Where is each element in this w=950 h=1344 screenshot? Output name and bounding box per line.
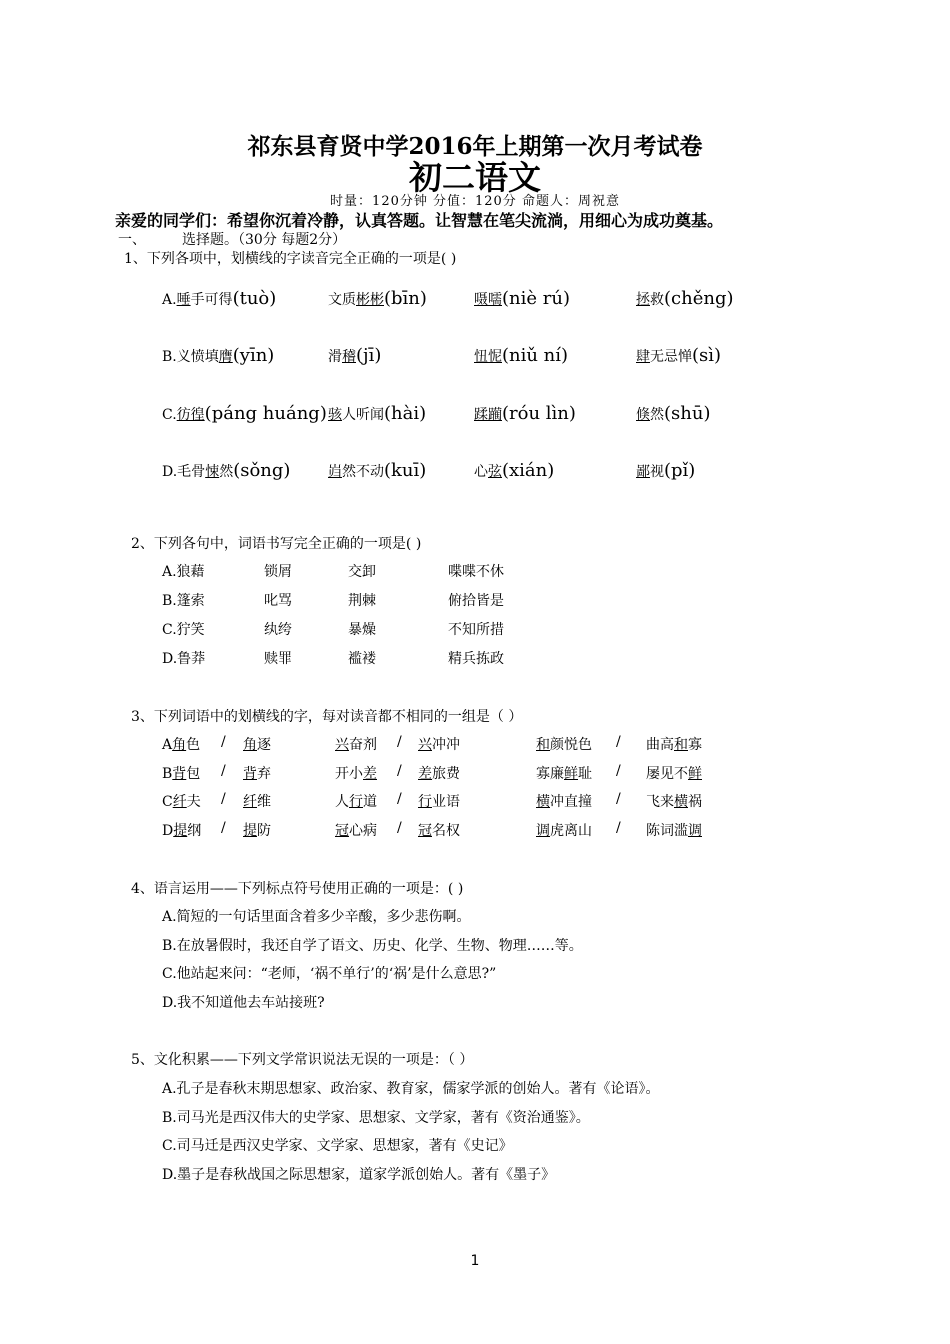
underlined-char: 弦 [488, 464, 502, 480]
question-3-option-a-item [646, 734, 702, 754]
question-1-option-b-item [328, 345, 381, 366]
item-text: 旅费 [432, 766, 460, 782]
item-text: 逐 [257, 737, 271, 753]
item-text: D [162, 823, 174, 839]
question-3-option-a-item [418, 734, 460, 754]
question-2-option-c-word: C.狞笑 [162, 622, 205, 638]
question-3-option-d-item [616, 820, 621, 836]
item-text: / [616, 791, 621, 807]
item-text: A. [162, 292, 177, 308]
question-3-option-b-item [646, 763, 702, 783]
question-2-option-d-word: 赎罪 [264, 651, 292, 667]
underlined-char: 稽 [342, 349, 356, 365]
question-1-option-a-item [636, 288, 734, 309]
item-text: 寡廉 [536, 766, 564, 782]
section-title: 选择题。（30分 每题2分） [182, 232, 347, 248]
item-text: 人 [335, 794, 349, 810]
underlined-char: 横 [536, 794, 550, 810]
item-text: 滑 [328, 349, 342, 365]
pinyin: (róu lìn) [502, 403, 576, 424]
question-4-option-a: A.简短的一句话里面含着多少辛酸，多少悲伤啊。 [162, 909, 471, 925]
question-2-option-a-word: 锁屑 [264, 564, 292, 580]
question-3-option-c-item [221, 791, 226, 807]
item-text: 陈词滥 [646, 823, 688, 839]
underlined-char: 冠 [335, 823, 349, 839]
item-text: 手可得 [190, 292, 233, 308]
question-4-option-b: B.在放暑假时，我还自学了语文、历史、化学、生物、物理……等。 [162, 938, 583, 954]
item-text: 心 [474, 464, 488, 480]
underlined-char: 行 [418, 794, 432, 810]
item-text: / [616, 820, 621, 836]
question-4-stem: 4、语言运用——下列标点符号使用正确的一项是：( ) [131, 881, 464, 897]
question-2-option-d-word: D.鲁莽 [162, 651, 206, 667]
item-text: 心病 [349, 823, 377, 839]
question-1-option-b-item [162, 345, 274, 366]
question-2-option-b-word: 俯拾皆是 [448, 593, 504, 609]
underlined-char: 忸怩 [474, 349, 502, 365]
pinyin: (tuò) [232, 288, 277, 309]
underlined-char: 横 [674, 794, 688, 810]
underlined-char: 调 [536, 823, 550, 839]
question-2-option-a-word: 交卸 [348, 564, 376, 580]
question-2-option-a-word: A.狼藉 [162, 564, 205, 580]
underlined-char: 鲜 [688, 766, 702, 782]
question-5-stem: 5、文化积累——下列文学常识说法无误的一项是：（ ） [131, 1052, 474, 1068]
greeting-text: 亲爱的同学们：希望你沉着冷静，认真答题。让智慧在笔尖流淌，用细心为成功奠基。 [115, 211, 724, 230]
item-text: 包 [186, 766, 201, 782]
item-text: 视 [650, 464, 664, 480]
pinyin: (bīn) [384, 288, 427, 309]
question-3-option-b-item [536, 763, 592, 783]
underlined-char: 拯 [636, 292, 650, 308]
underlined-char: 调 [688, 823, 702, 839]
underlined-char: 和 [674, 737, 688, 753]
item-text: D.毛骨 [162, 464, 206, 480]
underlined-char: 兴 [418, 737, 432, 753]
pinyin: (jī) [356, 345, 382, 366]
question-3-option-c-item [646, 791, 702, 811]
question-1-option-b-item [636, 345, 721, 366]
page-number: 1 [470, 1253, 480, 1269]
item-text: 飞来 [646, 794, 674, 810]
pinyin: (xián) [502, 460, 555, 481]
item-text: / [397, 791, 402, 807]
question-4-option-d: D.我不知道他去车站接班? [162, 995, 325, 1011]
pinyin: (hài) [384, 403, 427, 424]
question-1-option-d-item [474, 460, 554, 481]
question-3-option-a-item [397, 734, 402, 750]
item-text: 虎离山 [550, 823, 592, 839]
underlined-char: 纤 [172, 794, 187, 810]
question-1-stem: 1、下列各项中，划横线的字读音完全正确的一项是( ) [124, 251, 457, 267]
item-text: 弃 [257, 766, 271, 782]
question-2-option-b-word: B.篷索 [162, 593, 205, 609]
underlined-char: 鲜 [564, 766, 578, 782]
item-text: 开小 [335, 766, 363, 782]
underlined-char: 岿 [328, 464, 342, 480]
question-1-option-d-item [328, 460, 426, 481]
question-1-option-d-item [636, 460, 695, 481]
item-text: 人听闻 [342, 407, 384, 423]
item-text: B.义愤填 [162, 349, 219, 365]
question-3-option-a-item [243, 734, 271, 754]
question-5-option-d: D.墨子是春秋战国之际思想家，道家学派创始人。著有《墨子》 [162, 1167, 556, 1183]
question-3-option-b-item [397, 763, 402, 779]
pinyin: (páng huáng) [204, 403, 327, 424]
item-text: / [397, 820, 402, 836]
question-3-option-c-item [162, 791, 201, 811]
item-text: 冲冲 [432, 737, 460, 753]
question-3-option-c-item [418, 791, 460, 811]
question-2-option-d-word: 褴褛 [348, 651, 376, 667]
item-text: 救 [650, 292, 664, 308]
question-2-option-c-word: 不知所措 [448, 622, 504, 638]
exam-meta: 时量：120分钟 分值：120分 命题人：周祝意 [330, 194, 620, 209]
question-3-option-b-item [221, 763, 226, 779]
underlined-char: 纤 [243, 794, 257, 810]
question-3-option-c-item [616, 791, 621, 807]
pinyin: (shū) [664, 403, 711, 424]
item-text: A [162, 737, 173, 753]
question-3-option-c-item [397, 791, 402, 807]
question-3-option-d-item [162, 820, 201, 840]
underlined-char: 角 [172, 737, 187, 753]
item-text: 奋剂 [349, 737, 377, 753]
question-3-option-a-item [221, 734, 226, 750]
question-1-option-a-item [328, 288, 427, 309]
underlined-char: 行 [349, 794, 363, 810]
item-text: B [162, 766, 173, 782]
underlined-char: 骇 [328, 407, 342, 423]
question-5-option-a: A.孔子是春秋末期思想家、政治家、教育家，儒家学派的创始人。著有《论语》。 [162, 1081, 660, 1097]
question-3-option-a-item [162, 734, 200, 754]
question-1-option-d-item [162, 460, 290, 481]
underlined-char: 倏 [636, 407, 650, 423]
item-text: 业语 [432, 794, 460, 810]
question-2-option-c-word: 纨绔 [264, 622, 292, 638]
underlined-char: 和 [536, 737, 550, 753]
pinyin: (chěng) [664, 288, 734, 309]
item-text: 色 [186, 737, 201, 753]
item-text: / [221, 763, 226, 779]
underlined-char: 唾 [176, 292, 191, 308]
question-3-option-b-item [335, 763, 377, 783]
question-3-option-d-item [221, 820, 226, 836]
item-text: 颜悦色 [550, 737, 592, 753]
item-text: / [616, 763, 621, 779]
item-text: / [221, 734, 226, 750]
pinyin: (niǔ ní) [502, 345, 569, 366]
question-1-option-a-item [474, 288, 570, 309]
question-5-option-b: B.司马光是西汉伟大的史学家、思想家、文学家，著有《资治通鉴》。 [162, 1110, 590, 1126]
item-text: 纲 [187, 823, 202, 839]
underlined-char: 背 [172, 766, 187, 782]
question-3-option-a-item [616, 734, 621, 750]
question-3-option-d-item [536, 820, 592, 840]
item-text: 文质 [328, 292, 356, 308]
question-2-option-b-word: 叱骂 [264, 593, 292, 609]
question-2-option-b-word: 荆棘 [348, 593, 376, 609]
question-1-option-c-item [328, 403, 426, 424]
item-text: 防 [257, 823, 271, 839]
question-3-stem: 3、下列词语中的划横线的字，每对读音都不相同的一组是（ ） [131, 709, 523, 725]
question-3-option-b-item [243, 763, 271, 783]
question-3-option-b-item [616, 763, 621, 779]
underlined-char: 嗫嚅 [474, 292, 502, 308]
pinyin: (sì) [692, 345, 722, 366]
underlined-char: 蹂躏 [474, 407, 502, 423]
question-3-option-a-item [536, 734, 592, 754]
item-text: 冲直撞 [550, 794, 592, 810]
item-text: 维 [257, 794, 271, 810]
question-1-option-a-item [162, 288, 276, 309]
underlined-char: 冠 [418, 823, 432, 839]
item-text: 无忌惮 [650, 349, 692, 365]
underlined-char: 角 [243, 737, 257, 753]
question-3-option-c-item [536, 791, 592, 811]
underlined-char: 彷徨 [176, 407, 205, 423]
question-2-stem: 2、下列各句中，词语书写完全正确的一项是( ) [131, 536, 422, 552]
pinyin: (sǒng) [233, 460, 291, 481]
item-text: C. [162, 407, 177, 423]
question-2-option-d-word: 精兵拣政 [448, 651, 504, 667]
exam-subject: 初二语文 [409, 158, 541, 197]
question-3-option-c-item [243, 791, 271, 811]
item-text: / [221, 791, 226, 807]
underlined-char: 背 [243, 766, 257, 782]
question-3-option-b-item [418, 763, 460, 783]
item-text: 夫 [186, 794, 201, 810]
item-text: 然 [650, 407, 664, 423]
item-text: 寡 [688, 737, 702, 753]
item-text: 屡见不 [646, 766, 688, 782]
question-3-option-c-item [335, 791, 377, 811]
question-2-option-a-word: 喋喋不休 [448, 564, 504, 580]
underlined-char: 膺 [218, 349, 233, 365]
pinyin: (kuī) [384, 460, 427, 481]
question-3-option-d-item [335, 820, 377, 840]
question-2-option-c-word: 暴燥 [348, 622, 376, 638]
underlined-char: 悚 [205, 464, 220, 480]
section-heading [118, 229, 346, 249]
underlined-char: 提 [173, 823, 188, 839]
item-text: / [616, 734, 621, 750]
item-text: 祸 [688, 794, 702, 810]
item-text: C [162, 794, 173, 810]
question-3-option-a-item [335, 734, 377, 754]
pinyin: (pǐ) [664, 460, 696, 481]
exam-title: 祁东县育贤中学2016年上期第一次月考试卷 [247, 133, 703, 160]
question-3-option-b-item [162, 763, 200, 783]
item-text: / [221, 820, 226, 836]
item-text: 然 [219, 464, 234, 480]
question-1-option-b-item [474, 345, 568, 366]
item-text: 然不动 [342, 464, 384, 480]
question-5-option-c: C.司马迁是西汉史学家、文学家、思想家，著有《史记》 [162, 1138, 513, 1154]
section-number: 一、 [118, 232, 146, 248]
underlined-char: 差 [363, 766, 377, 782]
item-text: 耻 [578, 766, 592, 782]
question-1-option-c-item [636, 403, 710, 424]
item-text: / [397, 734, 402, 750]
question-1-option-c-item [162, 403, 327, 424]
item-text: 道 [363, 794, 377, 810]
question-1-option-c-item [474, 403, 576, 424]
underlined-char: 差 [418, 766, 432, 782]
question-3-option-d-item [397, 820, 402, 836]
underlined-char: 肆 [636, 349, 650, 365]
item-text: 曲高 [646, 737, 674, 753]
question-3-option-d-item [418, 820, 460, 840]
item-text: 名权 [432, 823, 460, 839]
item-text: / [397, 763, 402, 779]
question-3-option-d-item [243, 820, 271, 840]
pinyin: (yīn) [232, 345, 275, 366]
underlined-char: 兴 [335, 737, 349, 753]
question-3-option-d-item [646, 820, 702, 840]
question-4-option-c: C.他站起来问：“老师，‘祸不单行’的‘祸’是什么意思?” [162, 966, 497, 982]
pinyin: (niè rú) [502, 288, 570, 309]
underlined-char: 鄙 [636, 464, 650, 480]
underlined-char: 提 [243, 823, 257, 839]
underlined-char: 彬彬 [356, 292, 384, 308]
